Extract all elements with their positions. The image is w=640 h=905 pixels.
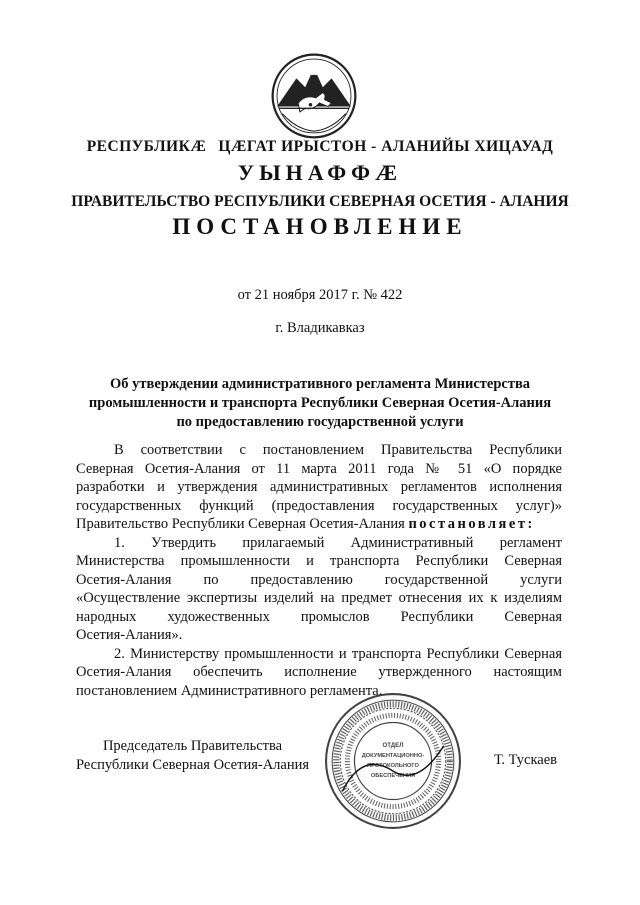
document-subject bbox=[60, 375, 580, 432]
stamp-text-line: ПРОТОКОЛЬНОГО bbox=[367, 763, 419, 770]
paragraph-3-line: 2. Министерству промышленности и транспорта Республики Северная bbox=[114, 645, 562, 662]
stamp-text-line: ОБЕСПЕЧЕНИЯ bbox=[370, 773, 416, 780]
document-date-number: от 21 ноября 2017 г. № 422 bbox=[237, 287, 403, 303]
subject-line: промышленности и транспорта Республики Северная Осетия-Алания bbox=[88, 395, 552, 411]
paragraph-3-line: Осетия-Алания обеспечить исполнение утвержденного настоящим bbox=[76, 664, 562, 680]
paragraph-1-last-line: Правительство Республики Северная Осетия-Алания постановляет: bbox=[76, 516, 535, 532]
signatory-position-line: Республики Северная Осетия-Алания bbox=[76, 757, 310, 773]
signatory-name: Т. Тускаев bbox=[494, 752, 558, 768]
document-body bbox=[76, 441, 562, 700]
resolves-keyword: постановляет: bbox=[408, 516, 535, 532]
coat-of-arms-emblem bbox=[270, 52, 358, 140]
paragraph-2-line: 1. Утвердить прилагаемый Административный регламент bbox=[114, 534, 562, 551]
paragraph-1-line: Северная Осетия-Алания от 11 марта 2011 года № 51 «О порядке bbox=[76, 460, 562, 477]
paragraph-2-line: «Осуществление экспертизы изделий на предмет отнесения их к изделиям bbox=[76, 590, 562, 606]
paragraph-1-line: государственных функций (предоставления государственных услуг)» bbox=[76, 497, 562, 514]
paragraph-2-line: Министерства промышленности и транспорта Республики Северная bbox=[76, 553, 562, 569]
paragraph-2-line: народных художественных промыслов Республики Северная bbox=[76, 608, 562, 625]
signatory-position-line: Председатель Правительства bbox=[102, 738, 283, 754]
document-type-ossetian: УЫНАФФӔ bbox=[237, 160, 403, 185]
document-city: г. Владикавказ bbox=[275, 320, 365, 336]
stamp-text-line: ОТДЕЛ bbox=[382, 741, 404, 749]
subject-line: Об утверждении административного регламента Министерства bbox=[109, 376, 531, 392]
republic-header-ossetian: РЕСПУБЛИКӔ ЦӔГАТ ИРЫСТОН - АЛАНИЙЫ ХИЦАУАД bbox=[86, 138, 554, 155]
paragraph-1-line: разработки и утверждения административных регламентов исполнения bbox=[76, 479, 562, 495]
paragraph-2-line: Осетия-Алания по предоставлению государственной услуги bbox=[76, 571, 562, 588]
government-header-russian: ПРАВИТЕЛЬСТВО РЕСПУБЛИКИ СЕВЕРНАЯ ОСЕТИЯ - АЛАНИЯ bbox=[71, 193, 569, 210]
paragraph-2-last-line: Осетия-Алания». bbox=[76, 627, 183, 643]
document-type-russian: ПОСТАНОВЛЕНИЕ bbox=[172, 214, 468, 239]
subject-line: по предоставлению государственной услуги bbox=[176, 414, 464, 430]
signatory-position bbox=[76, 737, 309, 775]
paragraph-3-last-line: постановлением Административного регламента. bbox=[76, 682, 383, 699]
paragraph-1-line: В соответствии с постановлением Правительства Республики bbox=[114, 442, 562, 458]
stamp-text-line: ДОКУМЕНТАЦИОННО- bbox=[361, 752, 425, 759]
official-stamp bbox=[322, 690, 464, 832]
